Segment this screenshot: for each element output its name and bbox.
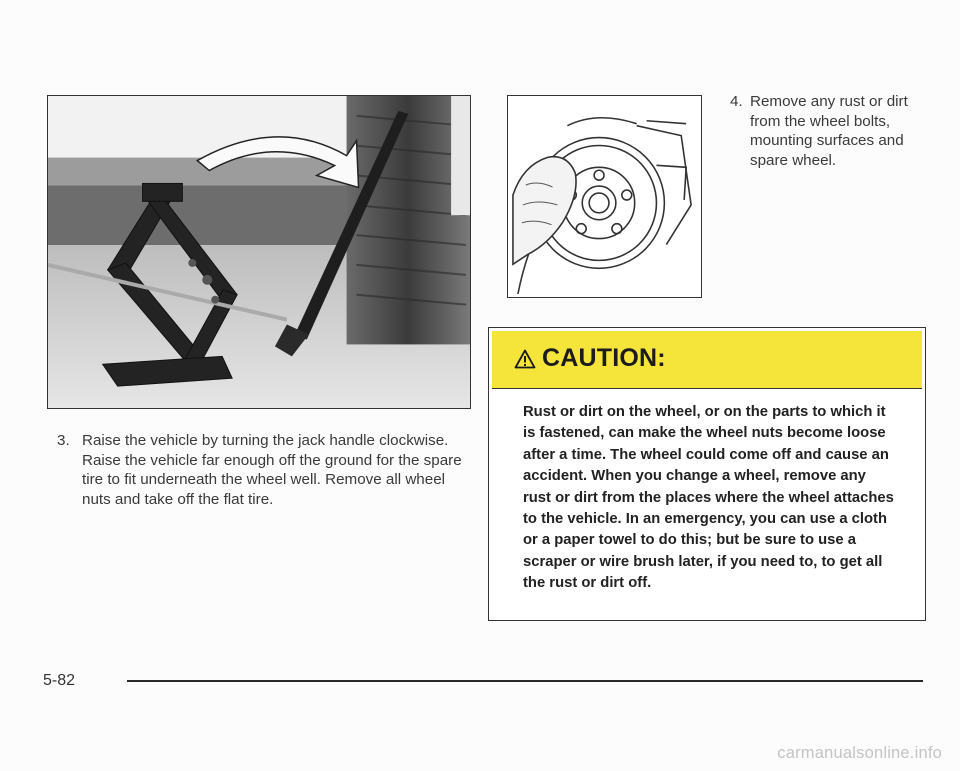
caution-body: Rust or dirt on the wheel, or on the parts to which it is fastened, can make the wheel nuts become loose after a time. The wheel could come off and cause an accident. When you change a wheel, remove any rust or dirt from the places where the wheel attaches to the vehicle. In an emergency, you can use a cloth or a paper towel to do this; but be sure to use a scraper or wire brush later, if you need to, to get all the rust or dirt off. bbox=[523, 404, 894, 592]
step-4-text: Remove any rust or dirt from the wheel bolts, mounting surfaces and spare wheel. bbox=[750, 93, 908, 169]
page-number: 5-82 bbox=[43, 672, 76, 689]
caution-title-row bbox=[514, 344, 666, 376]
step-3-text: Raise the vehicle by turning the jack handle clockwise. Raise the vehicle far enough off the ground for the spare tire to fit underneath the wheel well. Remove all wheel nuts and take off the flat tire. bbox=[82, 432, 462, 508]
step-4 bbox=[730, 92, 940, 170]
caution-header bbox=[492, 331, 922, 389]
wheel-hub-illustration bbox=[507, 95, 702, 298]
step-3 bbox=[57, 431, 477, 509]
warning-triangle-icon bbox=[514, 347, 536, 376]
footer-rule bbox=[127, 680, 923, 682]
step-3-number: 3. bbox=[57, 432, 70, 449]
caution-box bbox=[488, 327, 926, 621]
step-4-number: 4. bbox=[730, 93, 743, 110]
watermark: carmanualsonline.info bbox=[777, 744, 942, 762]
jack-photo bbox=[47, 95, 471, 409]
caution-title: CAUTION: bbox=[542, 344, 666, 372]
